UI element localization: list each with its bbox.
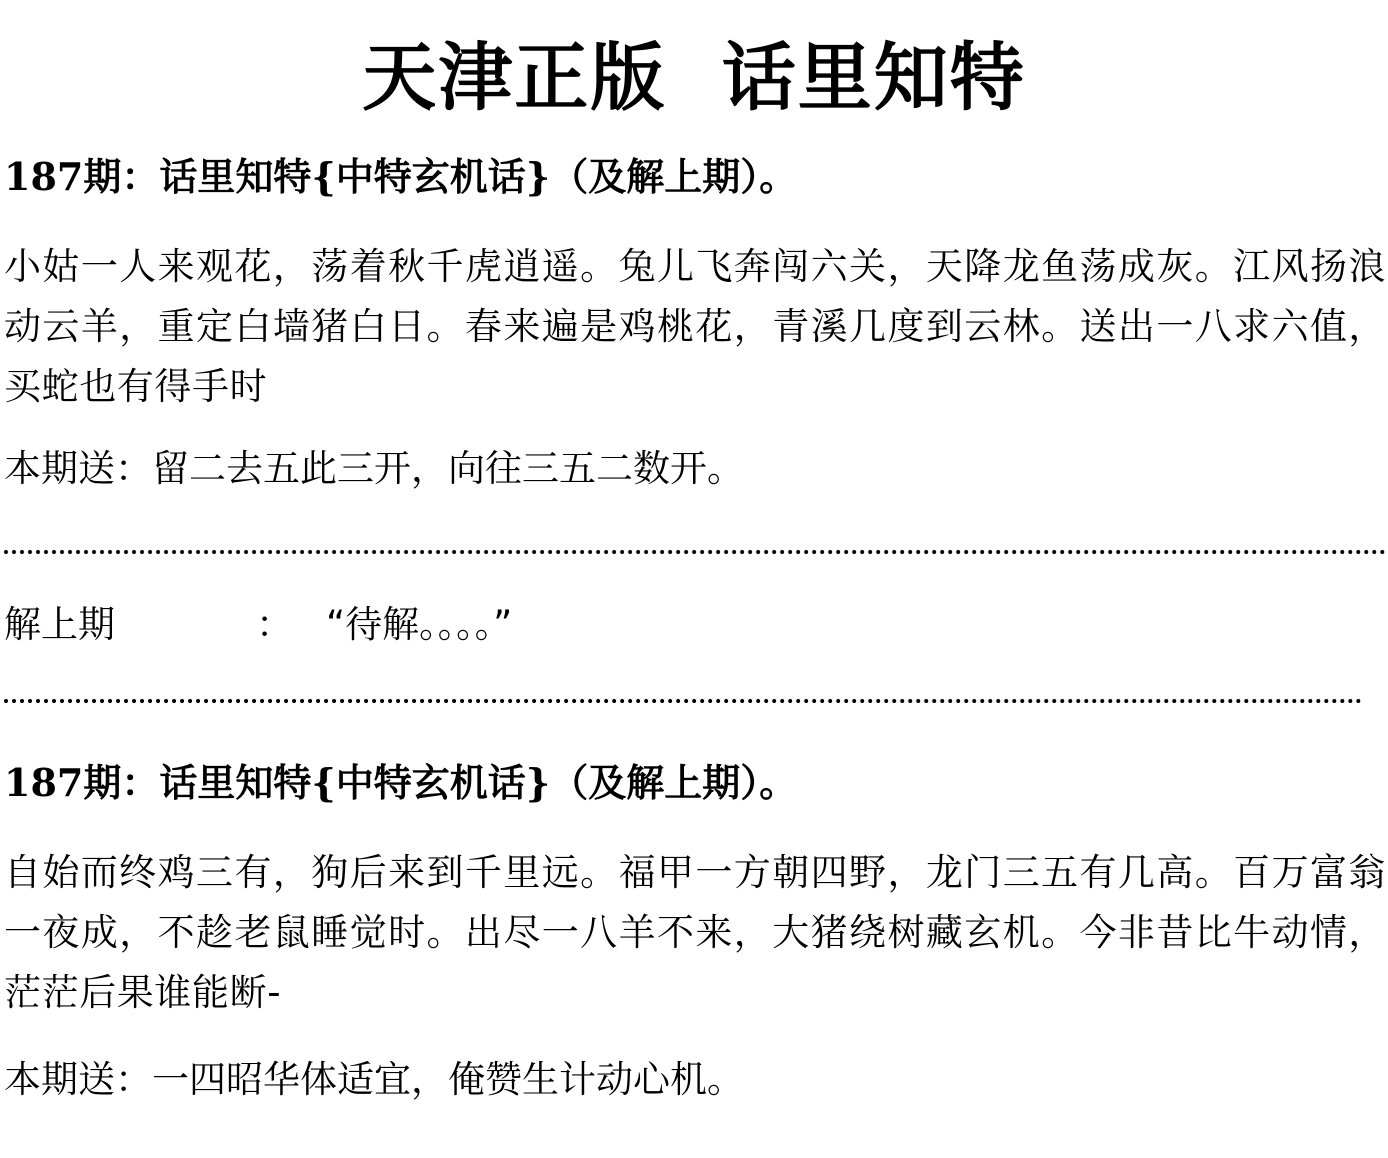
poem-text: 小姑一人来观花，荡着秋千虎逍遥。兔儿飞奔闯六关，天降龙鱼荡成灰。江风扬浪动云羊，重定白墙猪白日。春来遍是鸡桃花，青溪几度到云林。送出一八求六值，买蛇也有得手时 [4, 245, 1386, 408]
send-line: 本期送：留二去五此三开，向往三五二数开。 [4, 447, 744, 490]
section-heading: 187期：话里知特{中特玄机话}（及解上期）。 [4, 154, 798, 199]
answer-label: 解上期 [4, 603, 115, 646]
send-line: 本期送：一四昭华体适宜，俺赞生计动心机。 [4, 1058, 744, 1101]
page-title: 天津正版 话里知特 [362, 35, 1026, 121]
poem-text: 自始而终鸡三有，狗后来到千里远。福甲一方朝四野，龙门三五有几高。百万富翁一夜成，不趁老鼠睡觉时。出尽一八羊不来，大猪绕树藏玄机。今非昔比牛动情，茫茫后果谁能断- [4, 851, 1386, 1014]
answer-colon: ： [256, 603, 293, 646]
section-heading: 187期：话里知特{中特玄机话}（及解上期）。 [4, 760, 798, 805]
dotted-divider [4, 699, 1362, 703]
previous-answer-row [4, 600, 904, 650]
dotted-divider [4, 550, 1386, 554]
answer-value: “待解。。。。” [326, 603, 513, 646]
